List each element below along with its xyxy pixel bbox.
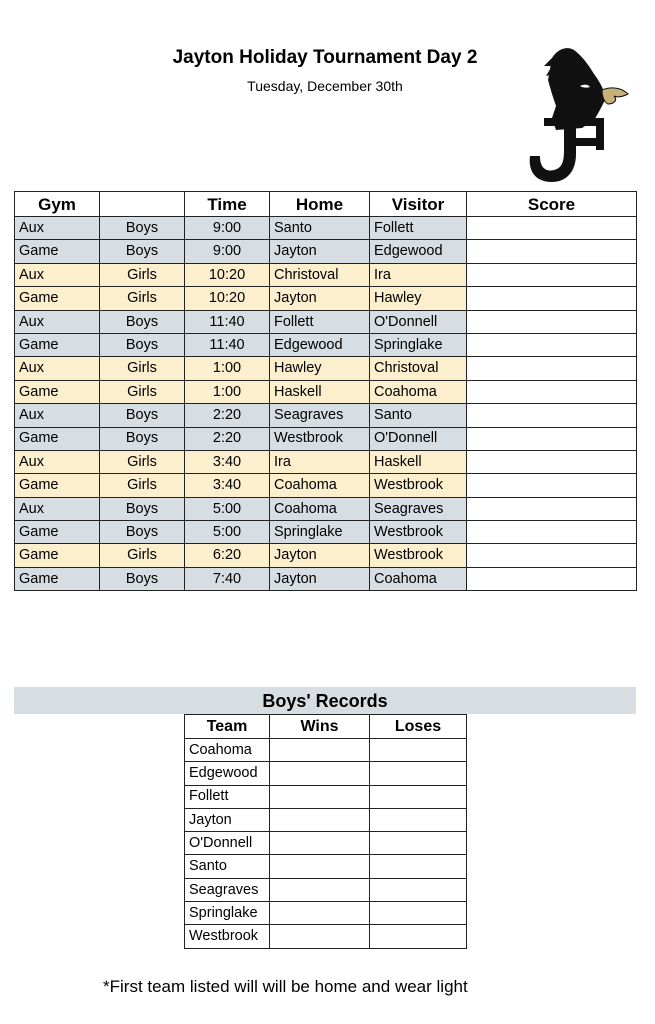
division-cell: Boys (100, 217, 185, 240)
score-cell (467, 521, 637, 544)
score-cell (467, 287, 637, 310)
schedule-row (15, 240, 637, 263)
gym-cell: Game (15, 544, 100, 567)
loses-cell (370, 855, 467, 878)
schedule-row (15, 567, 637, 590)
gym-cell: Game (15, 521, 100, 544)
page-subtitle: Tuesday, December 30th (247, 78, 403, 94)
division-cell: Boys (100, 567, 185, 590)
score-cell (467, 427, 637, 450)
time-cell: 11:40 (185, 333, 270, 356)
schedule-row (15, 450, 637, 473)
home-team-cell: Christoval (270, 263, 370, 286)
header-gym: Gym (15, 192, 100, 217)
gym-cell: Aux (15, 450, 100, 473)
home-team-cell: Hawley (270, 357, 370, 380)
schedule-row (15, 217, 637, 240)
division-cell: Boys (100, 521, 185, 544)
wins-cell (270, 785, 370, 808)
time-cell: 5:00 (185, 521, 270, 544)
gym-cell: Game (15, 474, 100, 497)
team-cell: Follett (185, 785, 270, 808)
home-team-cell: Seagraves (270, 404, 370, 427)
records-row (185, 925, 467, 948)
visitor-team-cell: Edgewood (370, 240, 467, 263)
visitor-team-cell: Springlake (370, 333, 467, 356)
records-row (185, 902, 467, 925)
score-cell (467, 544, 637, 567)
records-row (185, 808, 467, 831)
score-cell (467, 404, 637, 427)
home-team-cell: Haskell (270, 380, 370, 403)
visitor-team-cell: Westbrook (370, 474, 467, 497)
records-row (185, 785, 467, 808)
home-team-cell: Coahoma (270, 474, 370, 497)
loses-cell (370, 808, 467, 831)
time-cell: 10:20 (185, 263, 270, 286)
gym-cell: Aux (15, 263, 100, 286)
visitor-team-cell: Coahoma (370, 380, 467, 403)
home-team-cell: Edgewood (270, 333, 370, 356)
home-team-cell: Westbrook (270, 427, 370, 450)
division-cell: Boys (100, 404, 185, 427)
footnote: *First team listed will will be home and wear light (103, 977, 468, 996)
records-row (185, 855, 467, 878)
score-cell (467, 217, 637, 240)
loses-cell (370, 902, 467, 925)
schedule-row (15, 544, 637, 567)
loses-cell (370, 739, 467, 762)
schedule-row (15, 404, 637, 427)
score-cell (467, 240, 637, 263)
time-cell: 9:00 (185, 240, 270, 263)
visitor-team-cell: Follett (370, 217, 467, 240)
wins-cell (270, 902, 370, 925)
visitor-team-cell: Seagraves (370, 497, 467, 520)
visitor-team-cell: O'Donnell (370, 310, 467, 333)
records-row (185, 878, 467, 901)
wins-cell (270, 878, 370, 901)
time-cell: 2:20 (185, 404, 270, 427)
schedule-row (15, 497, 637, 520)
time-cell: 3:40 (185, 450, 270, 473)
schedule-row (15, 474, 637, 497)
visitor-team-cell: Westbrook (370, 544, 467, 567)
loses-cell (370, 832, 467, 855)
visitor-team-cell: Westbrook (370, 521, 467, 544)
boys-records-title: Boys' Records (14, 687, 636, 714)
division-cell: Girls (100, 357, 185, 380)
visitor-team-cell: Haskell (370, 450, 467, 473)
time-cell: 1:00 (185, 357, 270, 380)
gym-cell: Aux (15, 310, 100, 333)
records-row (185, 832, 467, 855)
time-cell: 7:40 (185, 567, 270, 590)
gym-cell: Game (15, 427, 100, 450)
header-time: Time (185, 192, 270, 217)
gym-cell: Game (15, 567, 100, 590)
records-row (185, 739, 467, 762)
gym-cell: Aux (15, 497, 100, 520)
schedule-row (15, 310, 637, 333)
visitor-team-cell: Santo (370, 404, 467, 427)
loses-cell (370, 925, 467, 948)
home-team-cell: Follett (270, 310, 370, 333)
team-cell: Coahoma (185, 739, 270, 762)
visitor-team-cell: Christoval (370, 357, 467, 380)
gym-cell: Game (15, 380, 100, 403)
header-loses: Loses (370, 715, 467, 739)
score-cell (467, 567, 637, 590)
score-cell (467, 333, 637, 356)
loses-cell (370, 878, 467, 901)
wins-cell (270, 925, 370, 948)
schedule-row (15, 287, 637, 310)
header-visitor: Visitor (370, 192, 467, 217)
wins-cell (270, 855, 370, 878)
team-cell: Edgewood (185, 762, 270, 785)
visitor-team-cell: O'Donnell (370, 427, 467, 450)
home-team-cell: Coahoma (270, 497, 370, 520)
schedule-row (15, 521, 637, 544)
schedule-row (15, 333, 637, 356)
home-team-cell: Ira (270, 450, 370, 473)
home-team-cell: Jayton (270, 544, 370, 567)
header-score: Score (467, 192, 637, 217)
time-cell: 6:20 (185, 544, 270, 567)
gym-cell: Aux (15, 404, 100, 427)
team-cell: O'Donnell (185, 832, 270, 855)
division-cell: Girls (100, 287, 185, 310)
wins-cell (270, 832, 370, 855)
division-cell: Boys (100, 333, 185, 356)
boys-records-table (184, 714, 467, 949)
score-cell (467, 450, 637, 473)
home-team-cell: Santo (270, 217, 370, 240)
score-cell (467, 310, 637, 333)
division-cell: Girls (100, 450, 185, 473)
home-team-cell: Jayton (270, 287, 370, 310)
loses-cell (370, 762, 467, 785)
header-division (100, 192, 185, 217)
schedule-row (15, 380, 637, 403)
jayton-jaybird-logo-icon (522, 46, 630, 186)
schedule-header-row (15, 192, 637, 217)
score-cell (467, 357, 637, 380)
schedule-row (15, 357, 637, 380)
division-cell: Boys (100, 240, 185, 263)
division-cell: Boys (100, 310, 185, 333)
division-cell: Girls (100, 263, 185, 286)
score-cell (467, 380, 637, 403)
division-cell: Girls (100, 474, 185, 497)
home-team-cell: Jayton (270, 567, 370, 590)
wins-cell (270, 739, 370, 762)
time-cell: 5:00 (185, 497, 270, 520)
score-cell (467, 497, 637, 520)
score-cell (467, 263, 637, 286)
records-header-row (185, 715, 467, 739)
gym-cell: Game (15, 287, 100, 310)
division-cell: Girls (100, 380, 185, 403)
time-cell: 1:00 (185, 380, 270, 403)
division-cell: Boys (100, 497, 185, 520)
team-cell: Seagraves (185, 878, 270, 901)
header-home: Home (270, 192, 370, 217)
time-cell: 10:20 (185, 287, 270, 310)
score-cell (467, 474, 637, 497)
header-team: Team (185, 715, 270, 739)
time-cell: 11:40 (185, 310, 270, 333)
records-row (185, 762, 467, 785)
wins-cell (270, 762, 370, 785)
home-team-cell: Springlake (270, 521, 370, 544)
team-cell: Westbrook (185, 925, 270, 948)
time-cell: 3:40 (185, 474, 270, 497)
gym-cell: Game (15, 240, 100, 263)
header-wins: Wins (270, 715, 370, 739)
schedule-row (15, 427, 637, 450)
division-cell: Boys (100, 427, 185, 450)
page-title: Jayton Holiday Tournament Day 2 (172, 47, 478, 68)
visitor-team-cell: Hawley (370, 287, 467, 310)
visitor-team-cell: Ira (370, 263, 467, 286)
time-cell: 9:00 (185, 217, 270, 240)
gym-cell: Aux (15, 357, 100, 380)
wins-cell (270, 808, 370, 831)
visitor-team-cell: Coahoma (370, 567, 467, 590)
gym-cell: Game (15, 333, 100, 356)
team-cell: Santo (185, 855, 270, 878)
time-cell: 2:20 (185, 427, 270, 450)
home-team-cell: Jayton (270, 240, 370, 263)
schedule-table (14, 191, 637, 591)
schedule-row (15, 263, 637, 286)
loses-cell (370, 785, 467, 808)
team-cell: Jayton (185, 808, 270, 831)
division-cell: Girls (100, 544, 185, 567)
team-cell: Springlake (185, 902, 270, 925)
gym-cell: Aux (15, 217, 100, 240)
